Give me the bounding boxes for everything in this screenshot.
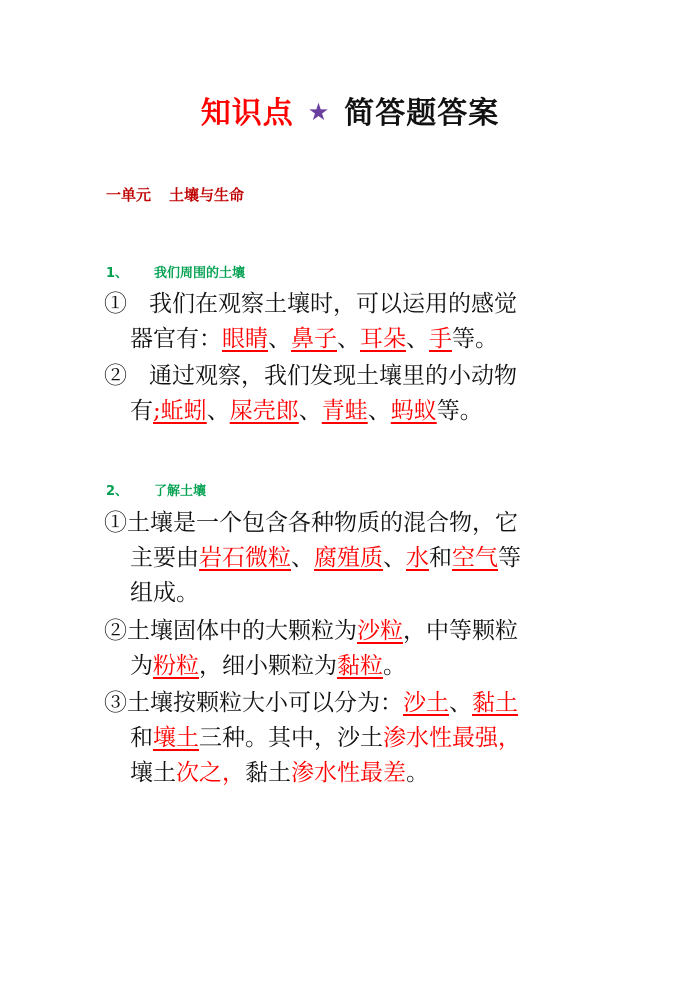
answer-blank: 壤土	[153, 725, 199, 751]
answer-blank: 鼻子	[291, 326, 337, 352]
answer-blank: 黏土	[472, 690, 518, 716]
separator: 、	[367, 398, 391, 424]
item-text: 主要由	[130, 545, 199, 571]
item-text: 。	[406, 760, 429, 786]
answer-blank: 空气	[452, 545, 498, 571]
answer-blank: 手	[429, 326, 452, 352]
separator: 、	[337, 326, 360, 352]
item-text: 壤土	[130, 760, 176, 786]
item-text: 等	[498, 545, 521, 571]
title-part1: 知识点	[200, 96, 294, 131]
item-text: 土壤按颗粒大小可以分为：	[127, 690, 403, 716]
unit-name: 一单元	[106, 186, 152, 204]
answer-blank: 耳朵	[360, 326, 406, 352]
answer-blank: 岩石微粒	[199, 545, 291, 571]
answer-blank: 蚂蚁	[390, 398, 437, 424]
item-text: 我们在观察土壤时，可以运用的感觉	[148, 291, 517, 317]
item-text: 土壤是一个包含各种物质的混合物，它	[127, 510, 518, 536]
answer-item	[104, 506, 584, 611]
answer-blank: 水	[406, 545, 429, 571]
separator: 、	[291, 545, 314, 571]
item-text: 等。	[436, 398, 483, 424]
item-text: 器官有：	[130, 326, 222, 352]
item-text: 土壤固体中的大颗粒为	[127, 618, 357, 644]
item-text: 三种。其中，沙土	[199, 725, 383, 751]
highlight-text: 次之，	[176, 760, 245, 786]
star-icon: ★	[307, 98, 331, 126]
separator: 、	[383, 545, 406, 571]
section-title: 我们周围的土壤	[154, 266, 246, 281]
separator: 、	[449, 690, 472, 716]
section-number: 2、	[106, 484, 129, 499]
answer-blank: 沙粒	[357, 618, 403, 644]
item-marker: ①	[104, 510, 127, 536]
item-text: 有	[130, 398, 153, 424]
item-text: 。	[383, 653, 406, 679]
item-text: 组成。	[130, 580, 199, 606]
item-marker: ②	[104, 618, 127, 644]
separator: 、	[268, 326, 291, 352]
answer-item	[104, 359, 584, 429]
section-title: 了解土壤	[154, 484, 207, 499]
answer-blank: 青蛙	[321, 398, 368, 424]
title-part2: 简答题答案	[344, 96, 500, 131]
answer-blank: 眼睛	[222, 326, 268, 352]
answer-blank: 黏粒	[337, 653, 383, 679]
unit-heading	[106, 184, 244, 205]
separator: 、	[298, 398, 322, 424]
item-text: 和	[130, 725, 153, 751]
section-number: 1、	[106, 266, 129, 281]
answer-blank: 腐殖质	[314, 545, 383, 571]
item-text: ，中等颗粒	[403, 618, 518, 644]
answer-blank: 屎壳郎	[229, 398, 299, 424]
separator: 和	[429, 545, 452, 571]
highlight-text: 渗水性最差	[291, 760, 406, 786]
section-heading	[106, 480, 206, 499]
page-title	[0, 92, 700, 134]
item-marker: ②	[104, 363, 127, 389]
section-heading	[106, 262, 245, 281]
answer-blank: 沙土	[403, 690, 449, 716]
answer-blank: 粉粒	[153, 653, 199, 679]
item-text: ，细小颗粒为	[199, 653, 337, 679]
answer-item	[104, 614, 584, 684]
item-text: 等。	[452, 326, 498, 352]
item-text: 黏土	[245, 760, 291, 786]
answer-item	[104, 287, 584, 357]
item-marker: ①	[104, 291, 127, 317]
separator: 、	[406, 326, 429, 352]
item-text: 通过观察，我们发现土壤里的小动物	[148, 363, 517, 389]
answer-blank: ;蚯蚓	[153, 398, 207, 424]
unit-topic: 土壤与生命	[169, 186, 245, 204]
separator: 、	[206, 398, 230, 424]
highlight-text: 渗水性最强，	[383, 725, 521, 751]
item-text: 为	[130, 653, 153, 679]
answer-item	[104, 686, 584, 791]
item-marker: ③	[104, 690, 127, 716]
